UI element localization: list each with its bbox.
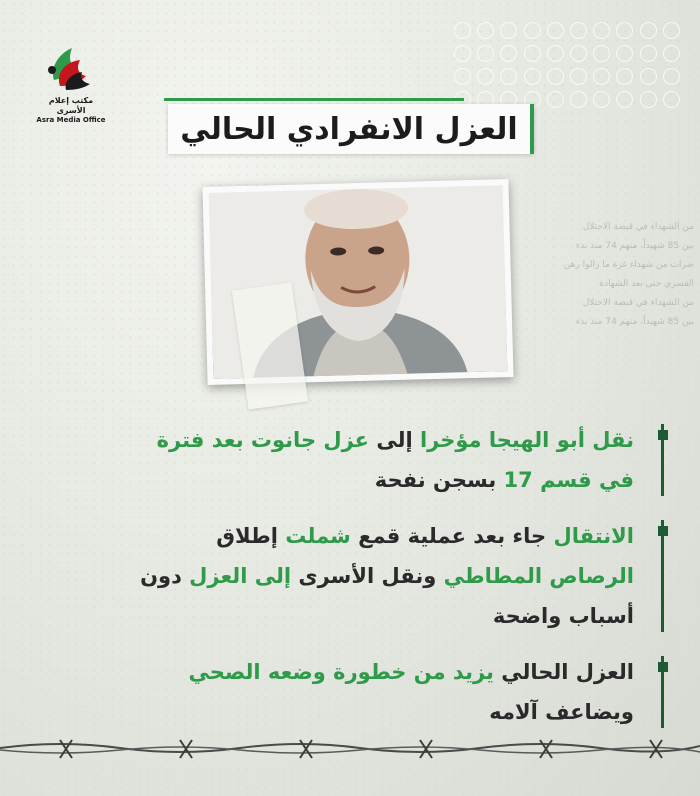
decorative-circle [640, 45, 657, 62]
logo-name-english: Asra Media Office [36, 116, 106, 124]
bullet-line: في قسم 17 بسجن نفحة [374, 468, 634, 492]
bullet-line: الانتقال جاء بعد عملية قمع شملت إطلاق [216, 524, 634, 548]
bullet-line: أسباب واضحة [492, 604, 634, 628]
decorative-circle [616, 68, 633, 85]
bullet-square-icon [658, 526, 668, 536]
decorative-circle [570, 91, 587, 108]
decorative-circle [547, 68, 564, 85]
decorative-circle [570, 68, 587, 85]
decorative-circle [454, 68, 471, 85]
decorative-circle [593, 45, 610, 62]
decorative-circle [477, 45, 494, 62]
decorative-circle [570, 22, 587, 39]
page-title: العزل الانفرادي الحالي [180, 111, 518, 147]
bullet-line: الرصاص المطاطي ونقل الأسرى إلى العزل دون [140, 564, 634, 588]
title-banner [164, 98, 534, 154]
decorative-circle [640, 68, 657, 85]
decorative-circle [547, 45, 564, 62]
background-text-line: من الشهداء في قبضة الاحتلال [582, 222, 694, 232]
decorative-circle [640, 91, 657, 108]
decorative-circle [663, 22, 680, 39]
bullet-text [34, 420, 634, 500]
decorative-circle [524, 68, 541, 85]
decorative-circle [477, 68, 494, 85]
decorative-circle [616, 22, 633, 39]
decorative-circle [593, 22, 610, 39]
title-box [168, 104, 534, 154]
decorative-circle [547, 91, 564, 108]
background-text-block [524, 218, 694, 332]
decorative-circle [500, 45, 517, 62]
decorative-circle [570, 45, 587, 62]
decorative-circle [640, 22, 657, 39]
decorative-circle [547, 22, 564, 39]
bullet-line: العزل الحالي يزيد من خطورة وضعه الصحي [188, 660, 634, 684]
bullet-item [34, 516, 634, 636]
bullet-bar [661, 520, 664, 632]
background-text-line: القسري حتى بعد الشهادة [599, 279, 694, 289]
title-accent-line [164, 98, 464, 101]
decorative-circles [454, 22, 686, 90]
decorative-circle [616, 45, 633, 62]
barbed-wire-icon [0, 726, 700, 766]
decorative-circle [524, 22, 541, 39]
decorative-circle [454, 45, 471, 62]
bullet-square-icon [658, 430, 668, 440]
bullet-line: نقل أبو الهيجا مؤخرا إلى عزل جانوت بعد فترة [156, 428, 634, 452]
decorative-circle [663, 45, 680, 62]
decorative-circle [593, 68, 610, 85]
decorative-circle [524, 45, 541, 62]
background-text-line: بين 85 شهيداً، منهم 74 منذ بدء [575, 317, 694, 327]
bullet-text [34, 516, 634, 636]
decorative-circle [663, 68, 680, 85]
bullet-item [34, 420, 634, 500]
background-text-line: بين 85 شهيداً، منهم 74 منذ بدء [575, 241, 694, 251]
background-text-line: من الشهداء في قبضة الاحتلال [582, 298, 694, 308]
decorative-circle [500, 68, 517, 85]
decorative-circle [663, 91, 680, 108]
decorative-circle [500, 22, 517, 39]
bullet-text [34, 652, 634, 732]
bullet-square-icon [658, 662, 668, 672]
logo-name-arabic: مكتب إعلام الأسرى [48, 96, 94, 115]
bullet-list [34, 420, 634, 748]
logo [36, 40, 106, 125]
bullet-line: ويضاعف آلامه [489, 700, 634, 724]
logo-bird-icon [42, 40, 100, 96]
decorative-circle [477, 22, 494, 39]
bullet-item [34, 652, 634, 732]
decorative-circle [454, 22, 471, 39]
background-text-line: ضرات من شهداء غزة ما زالوا رهن [563, 260, 694, 270]
